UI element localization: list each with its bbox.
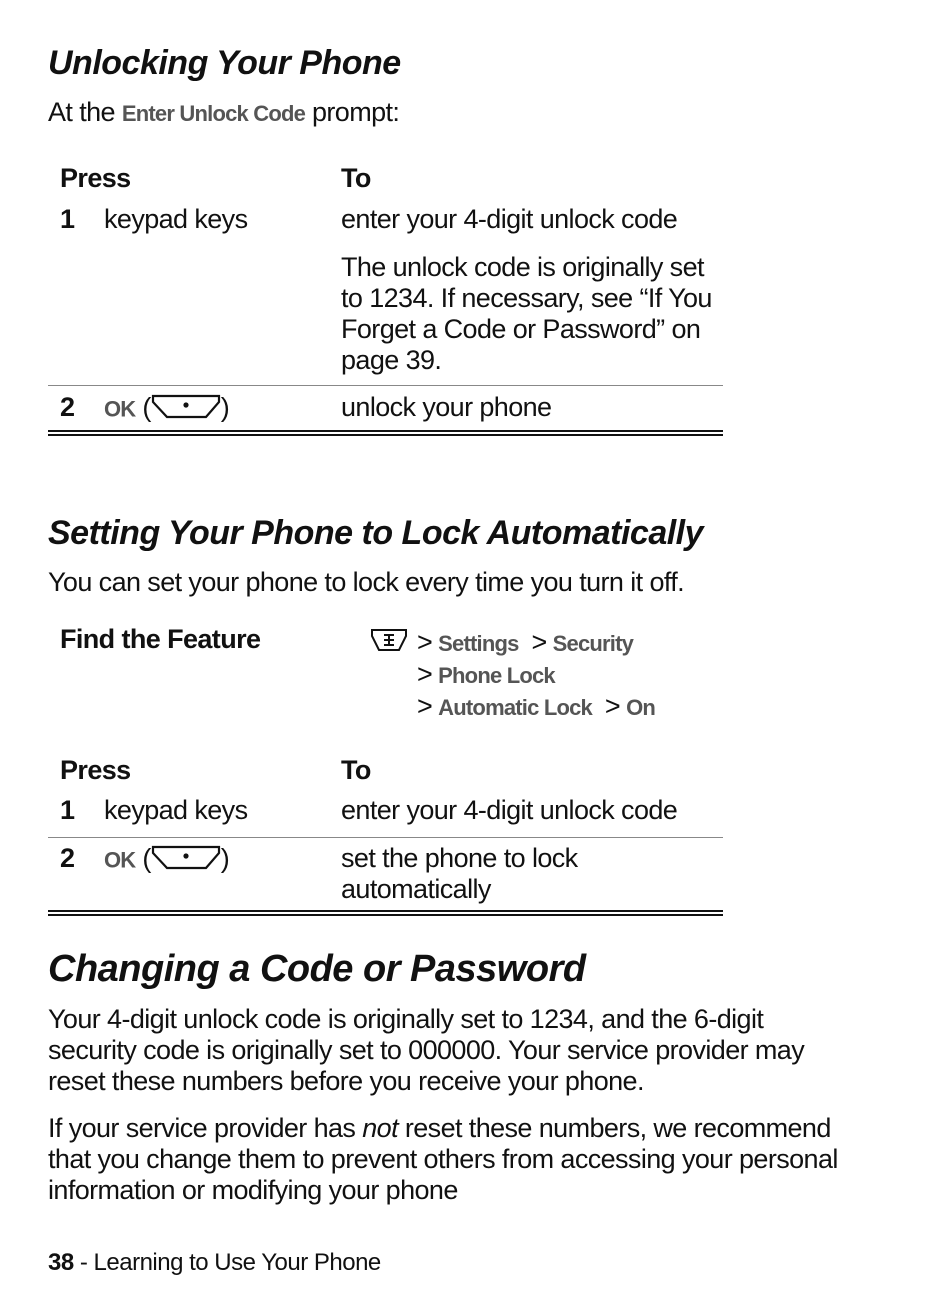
menu-item-automatic-lock: Automatic Lock: [438, 695, 592, 720]
menu-path-line-2: > Phone Lock: [417, 659, 555, 689]
step-action: enter your 4-digit unlock code: [341, 204, 678, 234]
paragraph-2-start: If your service provider has: [48, 1113, 363, 1143]
step-press: keypad keys: [104, 795, 248, 825]
table-end-rule: [48, 910, 723, 916]
menu-path-line-3: > Automatic Lock > On: [417, 691, 656, 721]
step-press-ok: OK ( ): [104, 392, 229, 427]
step-number: 1: [60, 204, 75, 234]
ok-key-label: OK: [104, 396, 136, 422]
step-action: enter your 4-digit unlock code: [341, 795, 678, 825]
col-header-press: Press: [60, 163, 131, 193]
intro-text: At the: [48, 97, 115, 127]
emphasis-not: not: [362, 1113, 398, 1143]
paragraph-2-end: reset these numbers, we recommend that you change them to prevent others from accessing your personal information or modifying your phone: [48, 1113, 838, 1205]
page-number: 38: [48, 1249, 74, 1276]
footer-text: - Learning to Use Your Phone: [73, 1249, 381, 1276]
section-title-unlocking: Unlocking Your Phone: [48, 44, 401, 82]
step-number: 1: [60, 795, 75, 825]
section-intro: You can set your phone to lock every time you turn it off.: [48, 567, 685, 597]
section-title-changing-code: Changing a Code or Password: [48, 948, 586, 990]
paragraph-1: Your 4-digit unlock code is originally set to 1234, and the 6-digit security code is originally set to 000000. Your service provider may reset these numbers before you receive your phone.: [48, 1004, 805, 1096]
step-action: unlock your phone: [341, 392, 552, 422]
step-press-ok: OK ( ): [104, 843, 229, 878]
menu-item-phone-lock: Phone Lock: [438, 663, 555, 688]
display-text-prompt: Enter Unlock Code: [121, 101, 306, 126]
row-divider: [48, 385, 723, 386]
menu-item-on: On: [626, 695, 656, 720]
page-footer: [48, 1249, 381, 1277]
step-number: 2: [60, 843, 75, 873]
menu-item-settings: Settings: [438, 631, 519, 656]
step-action: set the phone to lock automatically: [341, 843, 578, 904]
step-note: The unlock code is originally set to 1234. If necessary, see “If You Forget a Code or Password” on page 39.: [341, 252, 712, 375]
paragraph-2: [48, 1113, 838, 1206]
intro-text-end: prompt:: [311, 97, 400, 127]
menu-key-icon: [370, 628, 408, 657]
find-feature-label: Find the Feature: [60, 624, 261, 654]
col-header-to: To: [341, 755, 371, 785]
step-press: keypad keys: [104, 204, 248, 234]
table-end-rule: [48, 430, 723, 436]
intro-line: [48, 97, 399, 129]
col-header-press: Press: [60, 755, 131, 785]
section-title-auto-lock: Setting Your Phone to Lock Automatically: [48, 514, 704, 552]
col-header-to: To: [341, 163, 371, 193]
row-divider: [48, 837, 723, 838]
right-soft-key-icon: [151, 392, 221, 427]
menu-path-line-1: > Settings > Security: [417, 627, 634, 657]
step-number: 2: [60, 392, 75, 422]
ok-key-label: OK: [104, 847, 136, 873]
menu-item-security: Security: [552, 631, 634, 656]
right-soft-key-icon: [151, 843, 221, 878]
